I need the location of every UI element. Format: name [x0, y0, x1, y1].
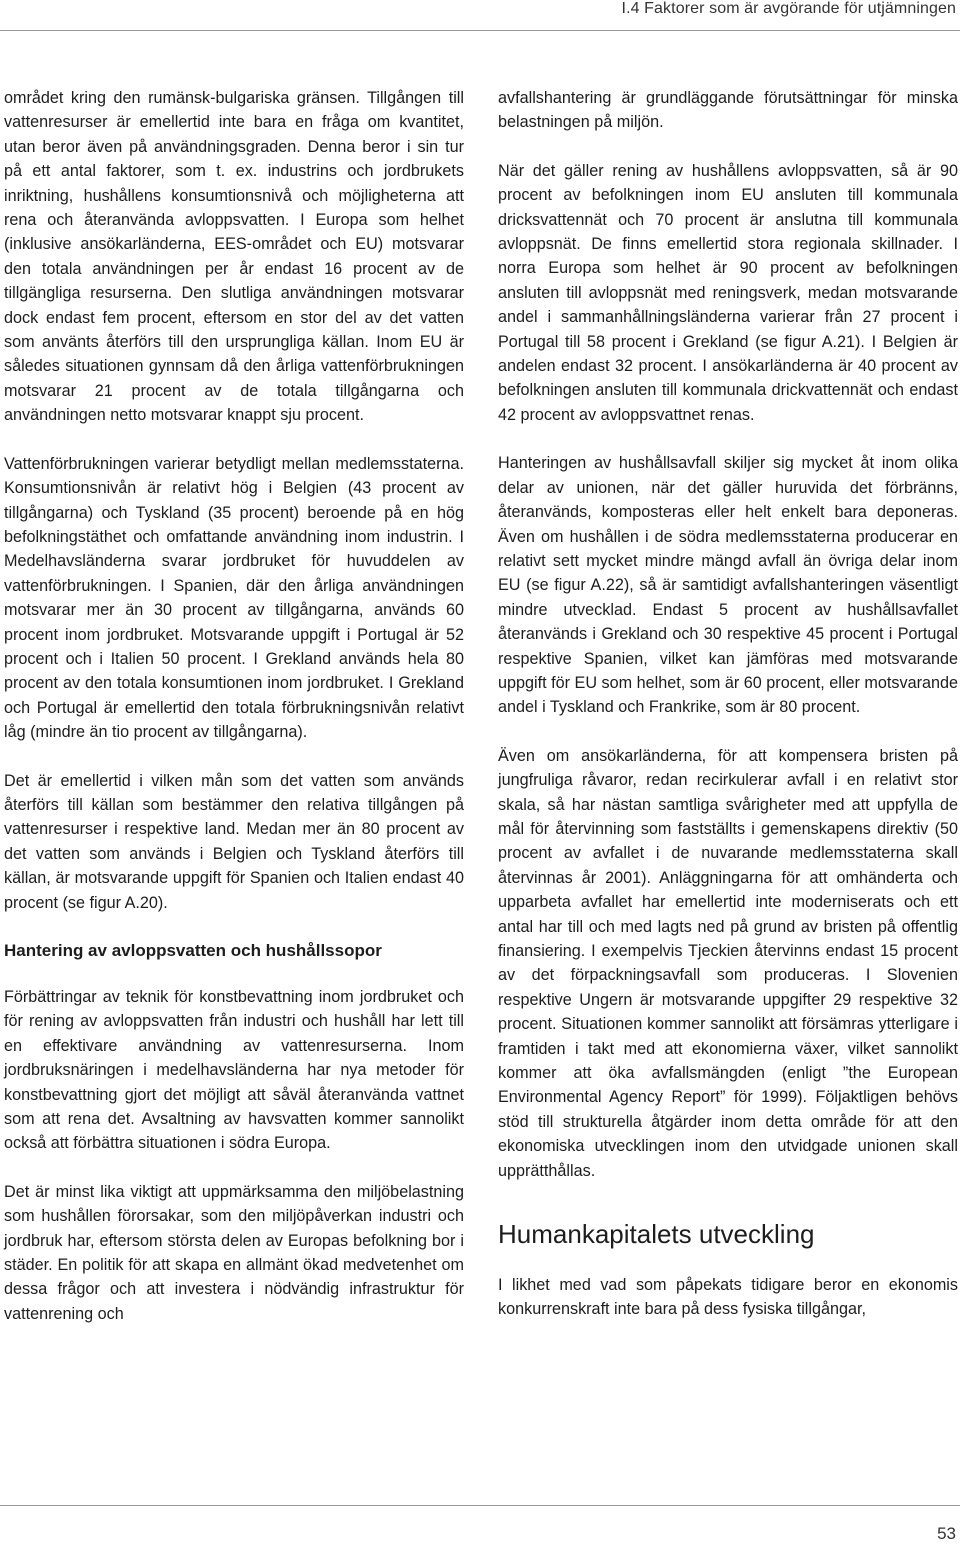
page-number: 53 [937, 1524, 956, 1543]
header-rule [0, 30, 960, 31]
section-heading: Hantering av avloppsvatten och hushållssopor [4, 941, 382, 960]
left-column [4, 86, 464, 1350]
footer-rule [0, 1505, 960, 1506]
body-paragraph: området kring den rumänsk-bulgariska gränsen. Tillgången till vattenresurser är emellertid inte bara en fråga om kvantitet, utan beror även på användningsgraden. Denna beror i sin tur på ett antal faktorer, som t. ex. industrins och jordbrukets inriktning, hushållens konsumtionsnivå och möjligheterna att rena och återanvända avloppsvatten. I Europa som helhet (inklusive ansökarländerna, EES-området och EU) motsvarar den totala användningen per år endast 16 procent av de tillgängliga resurserna. Den slutliga användningen motsvarar dock endast fem procent, eftersom en stor del av det vatten som använts återförs till den ursprungliga källan. Inom EU är således situationen gynnsam då den årliga vattenförbrukningen motsvarar 21 procent av de totala tillgångarna och användningen netto motsvarar knappt sju procent. [4, 89, 464, 425]
body-paragraph: Även om ansökarländerna, för att kompensera bristen på jungfruliga råvaror, redan recirkulerar avfall i en relativt stor skala, så har nästan samtliga svårigheter med att uppfylla de mål för återvinning som fastställts i gemenskapens direktiv (50 procent av avfallet i de nuvarande medlemsstaterna skall återvinnas år 2001). Anläggningarna för att omhänderta och upparbeta avfallet har emellertid inte moderniserats och ett antal har till och med lagts ned på grund av bristen på offentlig finansiering. I exempelvis Tjeckien återvinns endast 15 procent av det förpackningsavfall som produceras. I Slovenien respektive Ungern är motsvarande uppgifter 29 respektive 32 procent. Situationen kommer sannolikt att försämras ytterligare i framtiden i takt med att ekonomierna växer, vilket sannolikt kommer att öka avfallsmängden (enligt ”the European Environmental Agency Report” för 1999). Följaktligen behövs stöd till strukturella åtgärder inom detta område för att den ekonomiska utvecklingen inom den utvidgade unionen skall upprätthållas. [498, 746, 958, 1180]
body-paragraph: avfallshantering är grundläggande förutsättningar för minska belastningen på miljön. [498, 89, 958, 132]
running-header: I.4 Faktorer som är avgörande för utjämningen [621, 0, 956, 17]
body-paragraph: Vattenförbrukningen varierar betydligt mellan medlemsstaterna. Konsumtionsnivån är relativt hög i Belgien (43 procent av tillgångarna) och Tyskland (35 procent) beroende på en hög befolkningstäthet och omfattande användning inom industrin. I Medelhavsländerna svarar jordbruket för huvuddelen av vattenförbrukningen. I Spanien, där den årliga användningen motsvarar mer än 30 procent av tillgångarna, används 60 procent inom jordbruket. Motsvarande uppgift i Portugal är 52 procent och i Italien 50 procent. I Grekland används hela 80 procent av den totala konsumtionen inom jordbruket. I Grekland och Portugal är emellertid den totala förbrukningsnivån relativt låg (mindre än tio procent av tillgångarna). [4, 454, 464, 742]
body-paragraph: Förbättringar av teknik för konstbevattning inom jordbruket och för rening av avloppsvatten från industri och hushåll har lett till en effektivare användning av vattenresurserna. Inom jordbruksnäringen i medelhavsländerna har nya metoder för konstbevattning gjort det möjligt att såväl återanvända vattnet som att rena det. Avsaltning av havsvatten kommer sannolikt också att förbättra situationen i södra Europa. [4, 988, 464, 1153]
body-paragraph: När det gäller rening av hushållens avloppsvatten, så är 90 procent av befolkningen inom EU ansluten till kommunala dricksvattennät och 70 procent är anslutna till kommunala avloppsnät. De finns emellertid stora regionala skillnader. I norra Europa som helhet är 90 procent av befolkningen ansluten till avloppsnät med reningsverk, medan motsvarande andel i sammanhållningsländerna varierar från 27 procent i Portugal till 58 procent i Grekland (se figur A.21). I Belgien är andelen endast 32 procent. I ansökarländerna är 40 procent av befolkningen ansluten till kommunala drickvattennät och endast 42 procent av avloppsvattnet renas. [498, 161, 958, 424]
body-paragraph: I likhet med vad som påpekats tidigare beror en ekonomis konkurrenskraft inte bara på dess fysiska tillgångar, [498, 1276, 958, 1319]
body-paragraph: Hanteringen av hushållsavfall skiljer sig mycket åt inom olika delar av unionen, när det gäller huruvida det förbränns, återanvänds, komposteras eller helt enkelt bara deponeras. Även om hushållen i de södra medlemsstaterna producerar en relativt sett mycket mindre mängd avfall än övriga delar inom EU (se figur A.22), så är samtidigt avfallshanteringen väsentligt mindre utvecklad. Endast 5 procent av hushållsavfallet återanvänds i Grekland och 30 respektive 45 procent i Portugal respektive Spanien, vilket kan jämföras med motsvarande uppgift för EU som helhet, som är 60 procent, eller motsvarande andel i Tyskland och Frankrike, som är 80 procent. [498, 454, 958, 717]
chapter-heading: Humankapitalets utveckling [498, 1219, 815, 1250]
right-column [498, 86, 958, 1346]
body-paragraph: Det är minst lika viktigt att uppmärksamma den miljöbelastning som hushållen förorsakar, som den miljöpåverkan industri och jordbruk har, eftersom största delen av Europas befolkning bor i städer. En politik för att skapa en allmänt ökad medvetenhet om dessa frågor och att investera i nödvändig infrastruktur för vattenrening och [4, 1182, 464, 1323]
body-paragraph: Det är emellertid i vilken mån som det vatten som används återförs till källan som bestämmer den relativa tillgången på vattenresurser i respektive land. Medan mer än 80 procent av det vatten som används i Belgien och Tyskland återförs till källan, är motsvarande uppgift för Spanien och Italien endast 40 procent (se figur A.20). [4, 771, 464, 912]
